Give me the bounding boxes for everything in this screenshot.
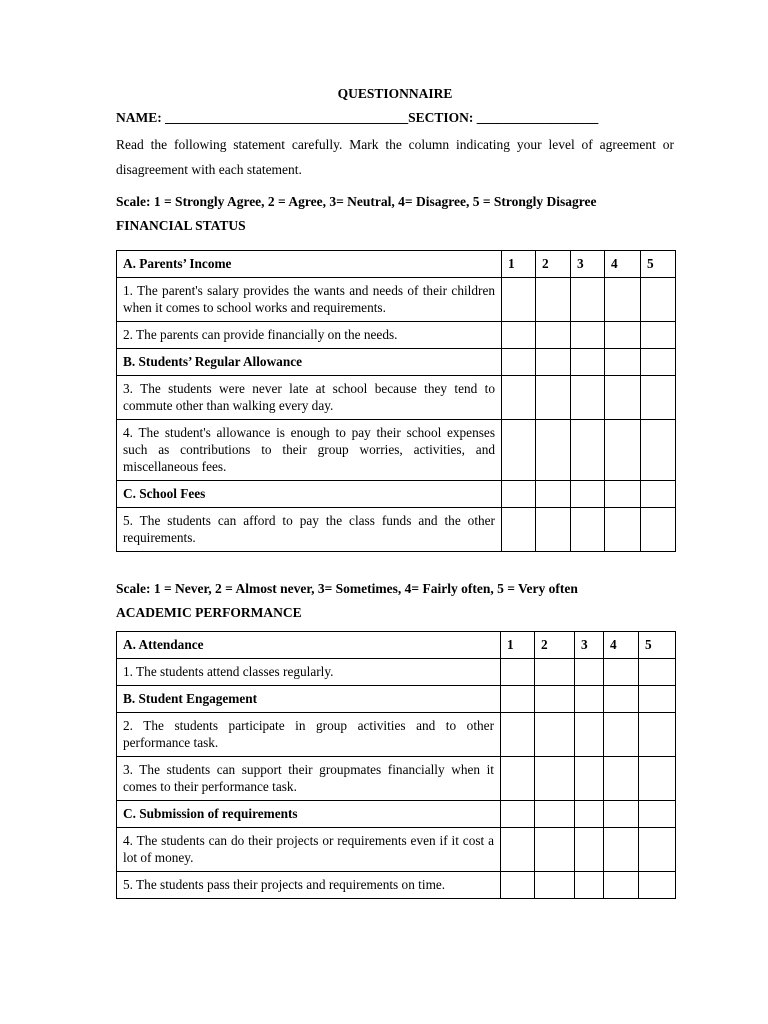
statement-cell: 3. The students can support their groupmates financially when it comes to their performance task. xyxy=(117,757,501,801)
rating-cell-1[interactable] xyxy=(501,713,535,757)
rating-cell-5 xyxy=(641,349,676,376)
rating-cell-1 xyxy=(502,481,536,508)
rating-cell-3[interactable] xyxy=(575,872,604,899)
subsection-heading: C. School Fees xyxy=(117,481,502,508)
table-section-header-row xyxy=(117,801,676,828)
rating-cell-3[interactable] xyxy=(575,659,604,686)
rating-cell-1[interactable] xyxy=(501,872,535,899)
rating-cell-3[interactable] xyxy=(575,757,604,801)
rating-cell-2[interactable] xyxy=(535,757,575,801)
rating-cell-5[interactable] xyxy=(639,828,676,872)
rating-cell-2 xyxy=(536,481,571,508)
table-row xyxy=(117,278,676,322)
rating-cell-1[interactable] xyxy=(502,376,536,420)
rating-cell-4 xyxy=(604,801,639,828)
rating-cell-2[interactable] xyxy=(535,659,575,686)
rating-cell-2[interactable] xyxy=(536,420,571,481)
statement-cell: 4. The student's allowance is enough to pay their school expenses such as contributions to their group worries, activities, and miscellaneous fees. xyxy=(117,420,502,481)
financial-heading: FINANCIAL STATUS xyxy=(116,218,246,233)
table-section-header-row xyxy=(117,686,676,713)
rating-cell-2[interactable] xyxy=(536,322,571,349)
rating-cell-3[interactable] xyxy=(575,713,604,757)
rating-cell-3 xyxy=(575,801,604,828)
subsection-heading: A. Attendance xyxy=(117,632,501,659)
academic-heading: ACADEMIC PERFORMANCE xyxy=(116,605,302,620)
rating-cell-5[interactable] xyxy=(641,278,676,322)
instructions: Read the following statement carefully. Mark the column indicating your level of agreement or disagreement with each statement. xyxy=(116,137,674,177)
rating-cell-5 xyxy=(639,801,676,828)
rating-cell-3[interactable] xyxy=(571,376,605,420)
rating-cell-2 xyxy=(535,801,575,828)
table-section-header-row xyxy=(117,481,676,508)
rating-cell-4[interactable] xyxy=(605,278,641,322)
rating-cell-4[interactable] xyxy=(604,872,639,899)
table-row xyxy=(117,757,676,801)
rating-column-header: 1 xyxy=(502,251,536,278)
rating-column-header: 4 xyxy=(605,251,641,278)
rating-cell-3[interactable] xyxy=(575,828,604,872)
rating-column-header: 5 xyxy=(641,251,676,278)
statement-cell: 5. The students pass their projects and requirements on time. xyxy=(117,872,501,899)
table-row xyxy=(117,508,676,552)
rating-cell-5[interactable] xyxy=(639,757,676,801)
rating-column-header: 1 xyxy=(501,632,535,659)
rating-cell-3[interactable] xyxy=(571,420,605,481)
statement-cell: 2. The parents can provide financially on the needs. xyxy=(117,322,502,349)
statement-cell: 1. The students attend classes regularly. xyxy=(117,659,501,686)
rating-column-header: 3 xyxy=(571,251,605,278)
rating-cell-4[interactable] xyxy=(605,376,641,420)
statement-cell: 4. The students can do their projects or requirements even if it cost a lot of money. xyxy=(117,828,501,872)
table-row xyxy=(117,420,676,481)
rating-cell-1 xyxy=(501,686,535,713)
rating-cell-5[interactable] xyxy=(641,420,676,481)
rating-column-header: 4 xyxy=(604,632,639,659)
rating-cell-4[interactable] xyxy=(604,659,639,686)
rating-cell-1 xyxy=(501,801,535,828)
table-row xyxy=(117,713,676,757)
rating-cell-1[interactable] xyxy=(502,508,536,552)
academic-table xyxy=(116,631,676,899)
rating-cell-2[interactable] xyxy=(536,508,571,552)
rating-cell-3[interactable] xyxy=(571,508,605,552)
rating-cell-5[interactable] xyxy=(639,713,676,757)
table-row xyxy=(117,659,676,686)
rating-cell-3 xyxy=(571,349,605,376)
rating-cell-1[interactable] xyxy=(501,659,535,686)
rating-cell-5[interactable] xyxy=(641,376,676,420)
rating-cell-2[interactable] xyxy=(535,828,575,872)
rating-cell-5[interactable] xyxy=(641,508,676,552)
rating-column-header: 2 xyxy=(535,632,575,659)
table-row xyxy=(117,828,676,872)
rating-cell-4[interactable] xyxy=(604,757,639,801)
rating-column-header: 3 xyxy=(575,632,604,659)
rating-cell-4[interactable] xyxy=(605,420,641,481)
rating-cell-1[interactable] xyxy=(502,420,536,481)
table-section-header-row xyxy=(117,349,676,376)
rating-column-header: 2 xyxy=(536,251,571,278)
rating-cell-2 xyxy=(536,349,571,376)
rating-cell-3[interactable] xyxy=(571,322,605,349)
rating-cell-4[interactable] xyxy=(604,713,639,757)
rating-cell-1[interactable] xyxy=(502,322,536,349)
subsection-heading: B. Students’ Regular Allowance xyxy=(117,349,502,376)
rating-cell-4[interactable] xyxy=(605,322,641,349)
rating-column-header: 5 xyxy=(639,632,676,659)
statement-cell: 2. The students participate in group activities and to other performance task. xyxy=(117,713,501,757)
table-section-header-row xyxy=(117,251,676,278)
subsection-heading: C. Submission of requirements xyxy=(117,801,501,828)
rating-cell-3 xyxy=(575,686,604,713)
statement-cell: 5. The students can afford to pay the class funds and the other requirements. xyxy=(117,508,502,552)
financial-scale: Scale: 1 = Strongly Agree, 2 = Agree, 3= Neutral, 4= Disagree, 5 = Strongly Disagree xyxy=(116,194,597,209)
rating-cell-1[interactable] xyxy=(501,757,535,801)
statement-cell: 3. The students were never late at school because they tend to commute other than walking every day. xyxy=(117,376,502,420)
financial-table xyxy=(116,250,676,552)
rating-cell-5 xyxy=(641,481,676,508)
name-section-line: NAME: ____________________________________SECTION: __________________ xyxy=(116,110,599,125)
rating-cell-2 xyxy=(535,686,575,713)
rating-cell-4 xyxy=(604,686,639,713)
rating-cell-1[interactable] xyxy=(502,278,536,322)
rating-cell-5 xyxy=(639,686,676,713)
table-row xyxy=(117,376,676,420)
rating-cell-5[interactable] xyxy=(641,322,676,349)
statement-cell: 1. The parent's salary provides the wants and needs of their children when it comes to school works and requirements. xyxy=(117,278,502,322)
table-row xyxy=(117,872,676,899)
rating-cell-2[interactable] xyxy=(535,713,575,757)
rating-cell-5[interactable] xyxy=(639,659,676,686)
rating-cell-4[interactable] xyxy=(605,508,641,552)
rating-cell-3 xyxy=(571,481,605,508)
rating-cell-2[interactable] xyxy=(536,376,571,420)
rating-cell-4 xyxy=(605,349,641,376)
rating-cell-2[interactable] xyxy=(536,278,571,322)
rating-cell-1 xyxy=(502,349,536,376)
table-row xyxy=(117,322,676,349)
rating-cell-1[interactable] xyxy=(501,828,535,872)
rating-cell-2[interactable] xyxy=(535,872,575,899)
document-title: QUESTIONNAIRE xyxy=(337,86,453,101)
rating-cell-4[interactable] xyxy=(604,828,639,872)
rating-cell-4 xyxy=(605,481,641,508)
rating-cell-3[interactable] xyxy=(571,278,605,322)
questionnaire-page xyxy=(116,86,674,899)
academic-scale: Scale: 1 = Never, 2 = Almost never, 3= Sometimes, 4= Fairly often, 5 = Very often xyxy=(116,581,578,596)
table-section-header-row xyxy=(117,632,676,659)
subsection-heading: A. Parents’ Income xyxy=(117,251,502,278)
subsection-heading: B. Student Engagement xyxy=(117,686,501,713)
rating-cell-5[interactable] xyxy=(639,872,676,899)
